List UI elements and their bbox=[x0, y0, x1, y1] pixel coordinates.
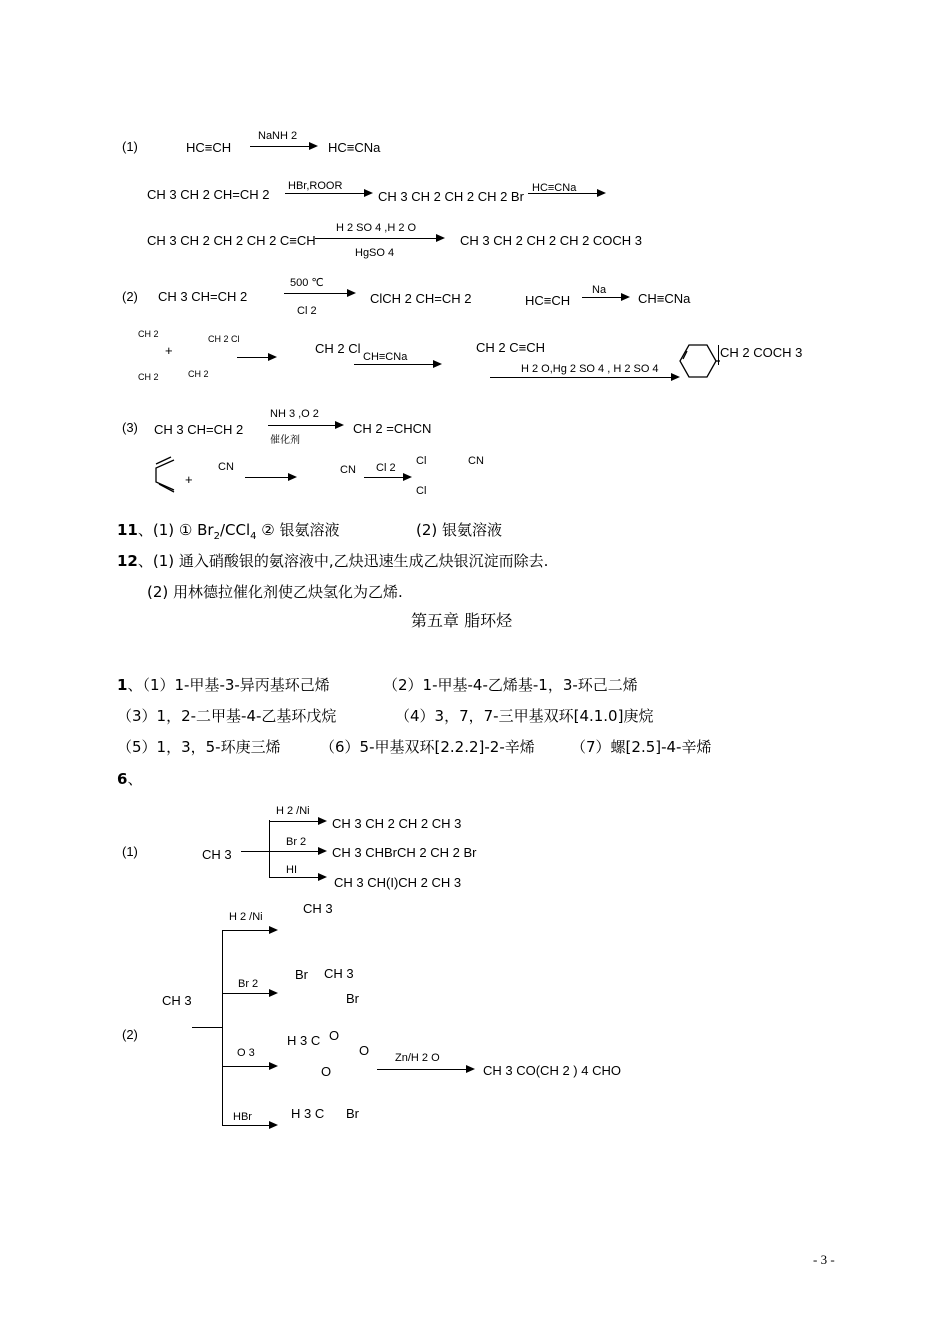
reagent-nanh2: NaNH 2 bbox=[258, 130, 298, 142]
reaction-arrow bbox=[364, 477, 410, 478]
reaction-arrow bbox=[354, 364, 440, 365]
formula-sodium-acetylide-2: CH≡CNa bbox=[638, 291, 691, 306]
formula-sodium-acetylide: HC≡CNa bbox=[328, 140, 381, 155]
answer-item: （4）3，7，7-三甲基双环[4.1.0]庚烷 bbox=[395, 707, 654, 725]
formula-1-bromobutane: CH 3 CH 2 CH 2 CH 2 Br bbox=[378, 189, 524, 204]
formula-ch2coch3: CH 2 COCH 3 bbox=[720, 345, 803, 360]
question-number: 6 bbox=[117, 770, 128, 788]
methylcyclopropane-ch3: CH 3 bbox=[202, 847, 232, 862]
part-label-6-2: (2) bbox=[122, 1027, 138, 1042]
formula-keto-aldehyde: CH 3 CO(CH 2 ) 4 CHO bbox=[483, 1063, 621, 1078]
reagent-sodium-acetylide: HC≡CNa bbox=[532, 182, 577, 194]
reagent-hgso4: HgSO 4 bbox=[355, 247, 395, 259]
reagent-hi: HI bbox=[286, 864, 297, 876]
ozonide-h3c: H 3 C bbox=[287, 1033, 321, 1048]
reaction-arrow bbox=[250, 146, 316, 147]
answer-1-line-1 bbox=[117, 678, 330, 693]
reaction-arrow bbox=[269, 851, 325, 852]
product-br: Br bbox=[295, 967, 308, 982]
cyclohexene-ring bbox=[678, 342, 722, 380]
dienophile-cn: CN bbox=[218, 461, 234, 473]
product-h3c: H 3 C bbox=[291, 1106, 325, 1121]
formula-butane: CH 3 CH 2 CH 2 CH 3 bbox=[332, 816, 462, 831]
reaction-arrow bbox=[377, 1069, 473, 1070]
question-number: 11 bbox=[117, 521, 138, 539]
formula-hexyne: CH 3 CH 2 CH 2 CH 2 C≡CH bbox=[147, 233, 316, 248]
reaction-arrow bbox=[245, 477, 295, 478]
reagent-br2-2: Br 2 bbox=[238, 978, 259, 990]
diene-ch2-bottom: CH 2 bbox=[138, 372, 159, 382]
formula-dibromobutane: CH 3 CHBrCH 2 CH 2 Br bbox=[332, 845, 477, 860]
answer-text: /CCl bbox=[219, 521, 251, 539]
reagent-h2-ni: H 2 /Ni bbox=[276, 805, 310, 817]
question-number: 12 bbox=[117, 552, 138, 570]
formula-adduct-ch2cl: CH 2 Cl bbox=[315, 341, 361, 356]
branch-line bbox=[269, 820, 270, 878]
formula-allyl-chloride: ClCH 2 CH=CH 2 bbox=[370, 291, 472, 306]
reaction-arrow bbox=[284, 293, 354, 294]
reaction-arrow bbox=[315, 238, 443, 239]
subscript: 4 bbox=[250, 531, 257, 542]
part-label-6-1: (1) bbox=[122, 844, 138, 859]
methylcyclohexene-ch3: CH 3 bbox=[162, 993, 192, 1008]
reaction-arrow bbox=[269, 877, 325, 878]
product-br-2: Br bbox=[346, 991, 359, 1006]
reaction-arrow bbox=[269, 821, 325, 822]
formula-1-butene: CH 3 CH 2 CH=CH 2 bbox=[147, 187, 270, 202]
product-ch3-br: CH 3 bbox=[324, 966, 354, 981]
reagent-hydration: H 2 O,Hg 2 SO 4 , H 2 SO 4 bbox=[521, 363, 659, 375]
question-suffix: 、 bbox=[127, 770, 143, 788]
question-number: 1 bbox=[117, 676, 128, 694]
formula-iodobutane: CH 3 CH(I)CH 2 CH 3 bbox=[334, 875, 462, 890]
bond-line bbox=[192, 1027, 222, 1028]
reaction-arrow bbox=[222, 1125, 276, 1126]
reagent-na: Na bbox=[592, 284, 607, 296]
reaction-arrow bbox=[268, 425, 342, 426]
answer-item: （6）5-甲基双环[2.2.2]-2-辛烯 bbox=[320, 738, 535, 756]
answer-12-line-1 bbox=[117, 554, 548, 569]
answer-text: ② 银氨溶液 bbox=[256, 521, 340, 539]
reaction-arrow bbox=[490, 377, 678, 378]
ozonide-o: O bbox=[329, 1028, 340, 1043]
page-number: - 3 - bbox=[813, 1252, 835, 1267]
product-ch3-top: CH 3 bbox=[303, 901, 333, 916]
reagent-hbr-roor: HBr,ROOR bbox=[288, 180, 343, 192]
reaction-arrow bbox=[528, 193, 604, 194]
answer-item: （5）1，3，5-环庚三烯 bbox=[117, 738, 281, 756]
answer-item: （3）1，2-二甲基-4-乙基环戊烷 bbox=[117, 707, 337, 725]
formula-propargyl: CH 2 C≡CH bbox=[476, 340, 545, 355]
branch-line bbox=[222, 930, 223, 1126]
reagent-h2so4-h2o: H 2 SO 4 ,H 2 O bbox=[336, 222, 417, 234]
subscript: 2 bbox=[213, 531, 220, 542]
adduct-cn: CN bbox=[340, 464, 356, 476]
reagent-nh3-o2: NH 3 ,O 2 bbox=[270, 408, 319, 420]
reagent-sodium-acetylide-3: CH≡CNa bbox=[363, 351, 408, 363]
reaction-arrow bbox=[237, 357, 275, 358]
question-6-label bbox=[117, 772, 142, 787]
reagent-h2-ni-2: H 2 /Ni bbox=[229, 911, 263, 923]
ozonide-o-3: O bbox=[321, 1064, 332, 1079]
product-cn: CN bbox=[468, 455, 484, 467]
answer-text: 、(1) 通入硝酸银的氨溶液中,乙炔迅速生成乙炔银沉淀而除去. bbox=[137, 552, 549, 570]
formula-acetylene: HC≡CH bbox=[186, 140, 232, 155]
reagent-zn-h2o: Zn/H 2 O bbox=[395, 1052, 440, 1064]
chapter-title: 第五章 脂环烃 bbox=[411, 611, 513, 630]
diene-ch2-top: CH 2 bbox=[138, 329, 159, 339]
formula-propene-2: CH 3 CH=CH 2 bbox=[154, 422, 244, 437]
reagent-br2: Br 2 bbox=[286, 836, 307, 848]
part-label-1: (1) bbox=[122, 139, 138, 154]
answer-item: （7）螺[2.5]-4-辛烯 bbox=[571, 738, 712, 756]
allyl-ch2cl: CH 2 Cl bbox=[208, 334, 240, 344]
product-cl-a: Cl bbox=[416, 455, 427, 467]
formula-2-hexanone: CH 3 CH 2 CH 2 CH 2 COCH 3 bbox=[460, 233, 643, 248]
bond-line bbox=[241, 851, 269, 852]
plus-sign: + bbox=[165, 343, 173, 358]
plus-sign-2: + bbox=[185, 472, 193, 487]
reagent-o3: O 3 bbox=[237, 1047, 255, 1059]
reagent-500c: 500 ℃ bbox=[290, 277, 324, 289]
reaction-arrow bbox=[222, 993, 276, 994]
answer-11-part-2: (2) 银氨溶液 bbox=[416, 521, 503, 539]
reaction-arrow bbox=[582, 297, 628, 298]
part-label-2: (2) bbox=[122, 289, 138, 304]
answer-11 bbox=[117, 523, 339, 542]
reaction-arrow bbox=[285, 193, 371, 194]
formula-acetylene-2: HC≡CH bbox=[525, 293, 571, 308]
ozonide-o-2: O bbox=[359, 1043, 370, 1058]
reaction-arrow bbox=[222, 1066, 276, 1067]
allyl-ch2-bottom: CH 2 bbox=[188, 369, 209, 379]
answer-item: （2）1-甲基-4-乙烯基-1，3-环己二烯 bbox=[383, 676, 638, 694]
answer-item: 、（1）1-甲基-3-异丙基环己烯 bbox=[127, 676, 330, 694]
reagent-hbr: HBr bbox=[233, 1111, 252, 1123]
formula-acrylonitrile: CH 2 =CHCN bbox=[353, 421, 432, 436]
part-label-3: (3) bbox=[122, 420, 138, 435]
answer-text: 、(1) ① Br bbox=[137, 521, 214, 539]
reagent-cl2-2: Cl 2 bbox=[376, 462, 396, 474]
answer-12-line-2: (2) 用林德拉催化剂使乙炔氢化为乙烯. bbox=[147, 583, 403, 601]
product-cl-b: Cl bbox=[416, 485, 427, 497]
reaction-arrow bbox=[222, 930, 276, 931]
butadiene-structure bbox=[152, 456, 180, 494]
reagent-cl2: Cl 2 bbox=[297, 305, 317, 317]
product-br-3: Br bbox=[346, 1106, 359, 1121]
reagent-catalyst: 催化剂 bbox=[270, 435, 300, 446]
formula-propene: CH 3 CH=CH 2 bbox=[158, 289, 248, 304]
